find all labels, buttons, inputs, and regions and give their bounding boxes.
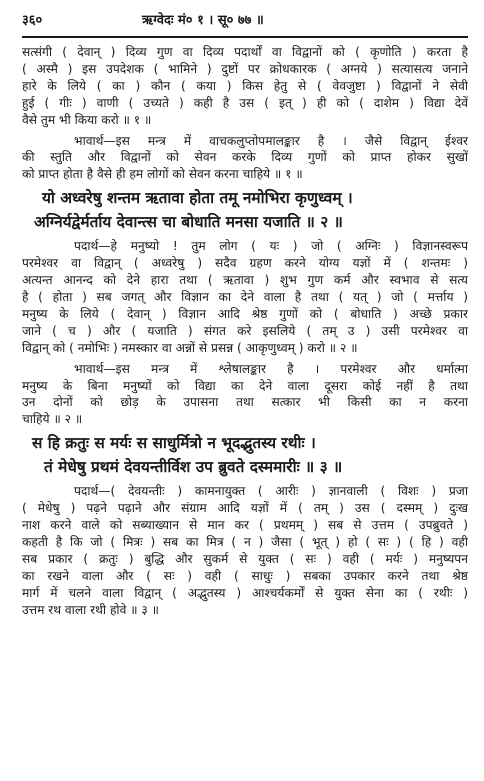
text-line: नाश करने वाले को सब्याख्यान से मान कर ( प्रथमम् ) सब से उत्तम ( उपब्रुवते ) (22, 518, 468, 533)
page-number: ३६० (22, 13, 43, 28)
mantra-line: यो अध्वरेषु शन्तम ऋतावा होता तमू नमोभिरा कृणुध्वम् । (42, 189, 353, 208)
text-line: उन दोनों को छोड़ के उपासना तथा सत्कार भी किसी का न करना (22, 395, 468, 410)
text-line: मार्ग में चलने वाला विद्वान् ( अद्भुतस्य ) आश्चर्यकर्मों से युक्त सेना का ( रथीः ) (22, 585, 468, 600)
text-line: की स्तुति और विद्वानों को सेवन करके दिव्य गुणों को प्राप्त होकर सुखों (22, 150, 468, 165)
text-line: है ( होता ) सब जगत् और विज्ञान का देने वाला है तथा ( यत् ) जो ( मर्त्ताय ) (22, 289, 468, 304)
text-line: अत्यन्त आनन्द को देने हारा तथा ( ऋतावा ) शुभ गुण कर्म और स्वभाव से सत्य (22, 273, 468, 288)
mantra-2 (22, 187, 468, 234)
mantra-line: स हि क्रतुः स मर्यः स साधुर्मित्रो न भूदद्भुतस्य रथीः । (32, 434, 316, 453)
bhavartha-2-block (22, 361, 468, 429)
text-line: मनुष्य के बिना मनुष्यों को विद्या का देने वाला दूसरा कोई नहीं है तथा (22, 378, 468, 393)
text-line: विद्वान् को ( नमोभिः ) नमस्कार वा अन्नों से प्रसन्न ( आकृणुध्वम् ) करो ॥ २ ॥ (22, 340, 358, 355)
text-line: पदार्थ—( देवयन्तीः ) कामनायुक्त ( आरीः ) ज्ञानवाली ( विशः ) प्रजा (74, 484, 468, 499)
mantra-3 (22, 432, 468, 479)
padartha-2-block (22, 238, 468, 356)
text-line: हुई ( गीः ) वाणी ( उच्यते ) कही है उस ( इत् ) ही को ( दाशेम ) विद्या देवें (22, 95, 468, 110)
text-line: का रखने वाला और ( सः ) वही ( साधुः ) सबका उपकार करने तथा श्रेष्ठ (22, 568, 468, 583)
text-line: चाहिये ॥ २ ॥ (22, 412, 83, 427)
text-line: पदार्थ—हे मनुष्यो ! तुम लोग ( यः ) जो ( अग्निः ) विज्ञानस्वरूप (74, 239, 468, 254)
text-line: कहती है कि जो ( मित्रः ) सब का मित्र ( न ) जैसा ( भूत् ) हो ( सः ) ( हि ) वही (22, 534, 468, 549)
text-line: भावार्थ—इस मन्त्र में श्लेषालङ्कार है । परमेश्वर और धर्मात्मा (74, 361, 468, 376)
mantra-line: अग्निर्यद्वेर्मर्ताय देवान्त्स चा बोधाति मनसा यजाति ॥ २ ॥ (34, 212, 343, 231)
text-line: परमेश्वर वा विद्वान् ( अध्वरेषु ) सदैव ग्रहण करने योग्य यज्ञों में ( शन्तमः ) (22, 256, 468, 271)
text-line: भावार्थ—इस मन्त्र में वाचकलुप्तोपमालङ्कार है । जैसे विद्वान् ईश्वर (74, 133, 468, 148)
text-line: उत्तम रथ वाला रथी होवे ॥ ३ ॥ (22, 602, 159, 617)
page-header (22, 10, 468, 38)
text-line: ( अस्मै ) इस उपदेशक ( भामिने ) दुष्टों पर क्रोधकारक ( अग्नये ) सत्यासत्य जनाने (22, 61, 468, 76)
text-line: को प्राप्त होता है वैसे ही हम लोगों को सेवन करना चाहिये ॥ १ ॥ (22, 167, 303, 182)
bhavartha-1-block (22, 133, 468, 184)
text-line: जाने ( च ) और ( यजाति ) संगत करे इसलिये ( तम् उ ) उसी परमेश्वर वा (22, 323, 468, 338)
running-title: ऋग्वेदः मं० १ । सू० ७७ ॥ (142, 13, 264, 28)
text-line: वैसे तुम भी किया करो ॥ १ ॥ (22, 112, 152, 127)
mantra-line: तं मेधेषु प्रथमं देवयन्तीर्विश उप ब्रुवते दस्ममारीः ॥ ३ ॥ (44, 457, 343, 476)
text-line: मनुष्य के लिये ( देवान् ) विज्ञान आदि श्रेष्ठ गुणों को ( बोधाति ) अच्छे प्रकार (22, 306, 468, 321)
padartha-3-block (22, 483, 468, 618)
text-line: ( मेधेषु ) पढ़ने पढ़ाने और संग्राम आदि यज्ञों में ( तम् ) उस ( दस्मम् ) दुःख (22, 501, 468, 516)
text-line: हारे के लिये ( का ) कौन ( कया ) किस हेतु से ( वेवजुष्टा ) विद्वानों ने सेवी (22, 78, 468, 93)
prev-padartha-block (22, 44, 468, 129)
text-line: सब प्रकार ( क्रतुः ) बुद्धि और सुकर्म से युक्त ( सः ) वही ( मर्यः ) मनुष्यपन (22, 551, 468, 566)
text-line: सत्संगी ( देवान् ) दिव्य गुण वा दिव्य पदार्थों वा विद्वानों को ( कृणोति ) करता है (22, 45, 468, 59)
